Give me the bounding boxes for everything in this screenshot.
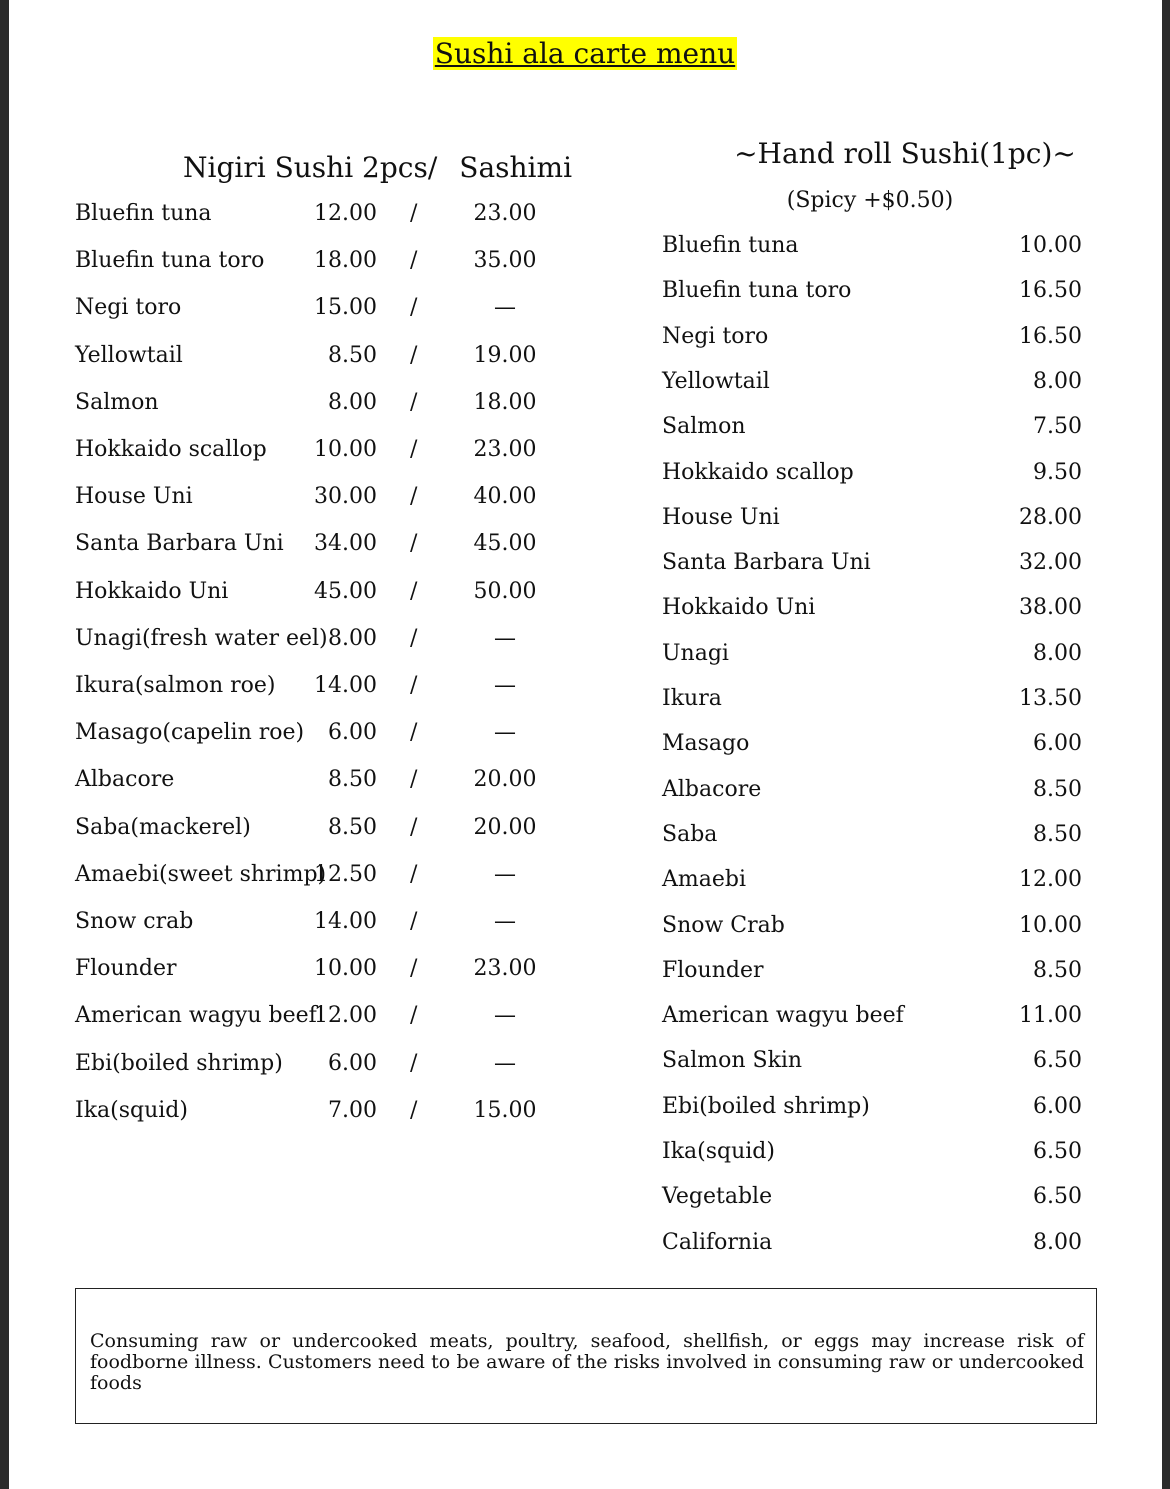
handroll-row <box>662 409 1092 445</box>
nigiri-separator: / <box>410 531 418 557</box>
handroll-item-price: 8.50 <box>1033 776 1082 802</box>
sashimi-item-price: — <box>494 1050 516 1076</box>
handroll-item-price: 11.00 <box>1019 1003 1082 1029</box>
nigiri-row <box>75 385 555 421</box>
nigiri-section-header <box>183 148 572 188</box>
handroll-row <box>662 772 1092 808</box>
handroll-item-price: 8.00 <box>1033 368 1082 394</box>
sashimi-item-price: 20.00 <box>473 767 537 793</box>
nigiri-item-name: House Uni <box>75 484 193 510</box>
nigiri-row <box>75 432 555 468</box>
nigiri-separator: / <box>410 1003 418 1029</box>
handroll-item-price: 13.50 <box>1019 686 1082 711</box>
nigiri-item-price: 8.50 <box>328 814 377 840</box>
handroll-item-price: 8.00 <box>1033 1229 1082 1255</box>
handroll-item-name: Santa Barbara Uni <box>662 550 871 576</box>
page-title <box>0 34 1170 74</box>
handroll-item-name: House Uni <box>662 504 780 530</box>
nigiri-row <box>75 621 555 657</box>
handroll-item-name: Bluefin tuna <box>662 233 799 258</box>
nigiri-separator: / <box>410 909 418 934</box>
handroll-row <box>662 455 1092 491</box>
handroll-item-name: American wagyu beef <box>662 1003 904 1029</box>
nigiri-item-price: 8.50 <box>328 342 377 368</box>
nigiri-row <box>75 762 555 798</box>
nigiri-item-price: 15.00 <box>314 295 377 321</box>
handroll-row <box>662 228 1092 264</box>
nigiri-item-name: Salmon <box>75 389 159 415</box>
sashimi-item-price: — <box>494 909 516 934</box>
handroll-spicy-note: (Spicy +$0.50) <box>786 188 954 213</box>
nigiri-row <box>75 196 555 232</box>
handroll-item-price: 9.50 <box>1033 459 1082 485</box>
nigiri-item-name: Flounder <box>75 956 177 982</box>
nigiri-item-price: 7.00 <box>328 1097 377 1123</box>
handroll-row <box>662 636 1092 672</box>
nigiri-item-price: 12.00 <box>314 1003 377 1029</box>
nigiri-separator: / <box>410 1097 418 1123</box>
handroll-item-name: Unagi <box>662 640 729 666</box>
nigiri-row <box>75 904 555 940</box>
sashimi-item-price: 35.00 <box>473 248 537 274</box>
nigiri-row <box>75 338 555 374</box>
sashimi-item-price: 18.00 <box>473 389 537 415</box>
nigiri-item-price: 10.00 <box>314 437 377 462</box>
handroll-item-name: Vegetable <box>662 1184 773 1210</box>
nigiri-item-name: Yellowtail <box>75 342 183 368</box>
handroll-row <box>662 500 1092 536</box>
nigiri-separator: / <box>410 201 418 226</box>
nigiri-row <box>75 290 555 326</box>
sashimi-item-price: 15.00 <box>473 1097 537 1123</box>
handroll-row <box>662 1225 1092 1261</box>
nigiri-item-name: Hokkaido scallop <box>75 437 267 462</box>
nigiri-item-price: 12.00 <box>314 201 377 226</box>
nigiri-row <box>75 951 555 987</box>
nigiri-item-name: Ikura(salmon roe) <box>75 673 276 698</box>
handroll-section-header: ~Hand roll Sushi(1pc)~ <box>734 137 1076 170</box>
handroll-row <box>662 817 1092 853</box>
nigiri-row <box>75 998 555 1034</box>
nigiri-row <box>75 668 555 704</box>
handroll-item-price: 12.00 <box>1019 867 1082 893</box>
disclaimer-text: Consuming raw or undercooked meats, poultry, seafood, shellfish, or eggs may increase risk of foodborne illness. Customers need to be aware of the risks involved in consuming raw or undercooked foods <box>90 1330 1084 1394</box>
handroll-item-price: 32.00 <box>1019 550 1082 576</box>
nigiri-row <box>75 243 555 279</box>
sashimi-item-price: 23.00 <box>473 201 537 226</box>
nigiri-item-price: 10.00 <box>314 956 377 982</box>
nigiri-separator: / <box>410 956 418 982</box>
nigiri-item-price: 8.00 <box>328 625 377 651</box>
sashimi-item-price: 40.00 <box>473 484 537 510</box>
nigiri-item-name: American wagyu beef <box>75 1003 317 1029</box>
handroll-item-price: 38.00 <box>1019 595 1082 621</box>
nigiri-separator: / <box>410 861 418 887</box>
sashimi-item-price: 23.00 <box>473 956 537 982</box>
sashimi-item-price: — <box>494 720 516 746</box>
nigiri-row <box>75 526 555 562</box>
nigiri-separator: / <box>410 248 418 274</box>
nigiri-item-name: Amaebi(sweet shrimp) <box>75 861 327 887</box>
handroll-item-price: 6.00 <box>1033 731 1082 757</box>
nigiri-item-name: Ebi(boiled shrimp) <box>75 1050 283 1076</box>
handroll-item-price: 6.50 <box>1033 1184 1082 1210</box>
handroll-row <box>662 319 1092 355</box>
disclaimer-box <box>75 1288 1097 1424</box>
handroll-item-price: 28.00 <box>1019 504 1082 530</box>
handroll-row <box>662 1043 1092 1079</box>
nigiri-separator: / <box>410 1050 418 1076</box>
nigiri-row <box>75 574 555 610</box>
handroll-item-price: 10.00 <box>1019 233 1082 258</box>
nigiri-separator: / <box>410 767 418 793</box>
handroll-item-name: Negi toro <box>662 323 769 349</box>
handroll-item-price: 7.50 <box>1033 414 1082 440</box>
nigiri-separator: / <box>410 342 418 368</box>
handroll-row <box>662 1134 1092 1170</box>
nigiri-item-name: Unagi(fresh water eel) <box>75 625 328 651</box>
nigiri-item-name: Bluefin tuna <box>75 201 212 226</box>
nigiri-item-name: Masago(capelin roe) <box>75 720 305 746</box>
nigiri-item-price: 14.00 <box>314 673 377 698</box>
nigiri-separator: / <box>410 437 418 462</box>
handroll-item-price: 6.50 <box>1033 1048 1082 1074</box>
nigiri-item-price: 8.50 <box>328 767 377 793</box>
nigiri-item-price: 45.00 <box>314 578 377 604</box>
handroll-item-name: Saba <box>662 821 718 847</box>
handroll-item-name: Albacore <box>662 776 762 802</box>
nigiri-item-price: 6.00 <box>328 720 377 746</box>
nigiri-item-name: Hokkaido Uni <box>75 578 229 604</box>
handroll-row <box>662 590 1092 626</box>
sashimi-item-price: — <box>494 861 516 887</box>
nigiri-item-name: Albacore <box>75 767 175 793</box>
nigiri-separator: / <box>410 814 418 840</box>
handroll-item-name: California <box>662 1229 773 1255</box>
page-title-text: Sushi ala carte menu <box>434 37 736 70</box>
nigiri-separator: / <box>410 625 418 651</box>
nigiri-separator: / <box>410 295 418 321</box>
nigiri-header-label: Nigiri Sushi 2pcs/ <box>183 151 438 184</box>
sashimi-item-price: 23.00 <box>473 437 537 462</box>
handroll-item-name: Masago <box>662 731 750 757</box>
sashimi-item-price: 20.00 <box>473 814 537 840</box>
handroll-item-name: Salmon Skin <box>662 1048 803 1074</box>
nigiri-row <box>75 810 555 846</box>
nigiri-item-name: Bluefin tuna toro <box>75 248 265 274</box>
nigiri-item-price: 8.00 <box>328 389 377 415</box>
handroll-item-name: Flounder <box>662 957 764 983</box>
handroll-row <box>662 681 1092 717</box>
handroll-item-name: Hokkaido Uni <box>662 595 816 621</box>
handroll-row <box>662 364 1092 400</box>
nigiri-item-price: 18.00 <box>314 248 377 274</box>
sashimi-item-price: — <box>494 625 516 651</box>
nigiri-item-price: 6.00 <box>328 1050 377 1076</box>
sashimi-item-price: — <box>494 295 516 321</box>
nigiri-item-price: 30.00 <box>314 484 377 510</box>
handroll-item-price: 6.50 <box>1033 1139 1082 1164</box>
nigiri-separator: / <box>410 673 418 698</box>
nigiri-separator: / <box>410 578 418 604</box>
handroll-item-name: Amaebi <box>662 867 747 893</box>
nigiri-row <box>75 1046 555 1082</box>
sashimi-item-price: — <box>494 1003 516 1029</box>
handroll-row <box>662 726 1092 762</box>
handroll-row <box>662 273 1092 309</box>
nigiri-item-price: 12.50 <box>314 861 377 887</box>
nigiri-separator: / <box>410 484 418 510</box>
sashimi-item-price: 19.00 <box>473 342 537 368</box>
handroll-item-price: 16.50 <box>1019 323 1082 349</box>
nigiri-item-price: 14.00 <box>314 909 377 934</box>
handroll-item-name: Yellowtail <box>662 368 770 394</box>
handroll-item-name: Bluefin tuna toro <box>662 278 852 304</box>
handroll-item-price: 16.50 <box>1019 278 1082 304</box>
nigiri-row <box>75 479 555 515</box>
nigiri-item-name: Santa Barbara Uni <box>75 531 284 557</box>
nigiri-separator: / <box>410 720 418 746</box>
handroll-row <box>662 998 1092 1034</box>
nigiri-item-name: Ika(squid) <box>75 1097 188 1123</box>
handroll-row <box>662 908 1092 944</box>
handroll-item-name: Salmon <box>662 414 746 440</box>
nigiri-item-name: Snow crab <box>75 909 194 934</box>
sashimi-item-price: — <box>494 673 516 698</box>
handroll-row <box>662 1089 1092 1125</box>
handroll-item-name: Snow Crab <box>662 912 785 938</box>
nigiri-item-price: 34.00 <box>314 531 377 557</box>
nigiri-item-name: Negi toro <box>75 295 182 321</box>
handroll-item-price: 6.00 <box>1033 1093 1082 1119</box>
right-screen-edge <box>1162 0 1170 1489</box>
handroll-item-name: Ika(squid) <box>662 1139 775 1164</box>
handroll-item-price: 8.50 <box>1033 957 1082 983</box>
nigiri-item-name: Saba(mackerel) <box>75 814 251 840</box>
sashimi-item-price: 45.00 <box>473 531 537 557</box>
handroll-item-price: 8.00 <box>1033 640 1082 666</box>
nigiri-row <box>75 857 555 893</box>
handroll-item-price: 10.00 <box>1019 912 1082 938</box>
handroll-row <box>662 862 1092 898</box>
handroll-row <box>662 1179 1092 1215</box>
handroll-item-price: 8.50 <box>1033 821 1082 847</box>
handroll-item-name: Ebi(boiled shrimp) <box>662 1093 870 1119</box>
nigiri-separator: / <box>410 389 418 415</box>
handroll-row <box>662 545 1092 581</box>
left-screen-edge <box>0 0 9 1489</box>
nigiri-row <box>75 715 555 751</box>
handroll-item-name: Ikura <box>662 686 722 711</box>
nigiri-row <box>75 1093 555 1129</box>
handroll-row <box>662 953 1092 989</box>
sashimi-header-label: Sashimi <box>459 151 573 184</box>
sashimi-item-price: 50.00 <box>473 578 537 604</box>
handroll-item-name: Hokkaido scallop <box>662 459 854 485</box>
